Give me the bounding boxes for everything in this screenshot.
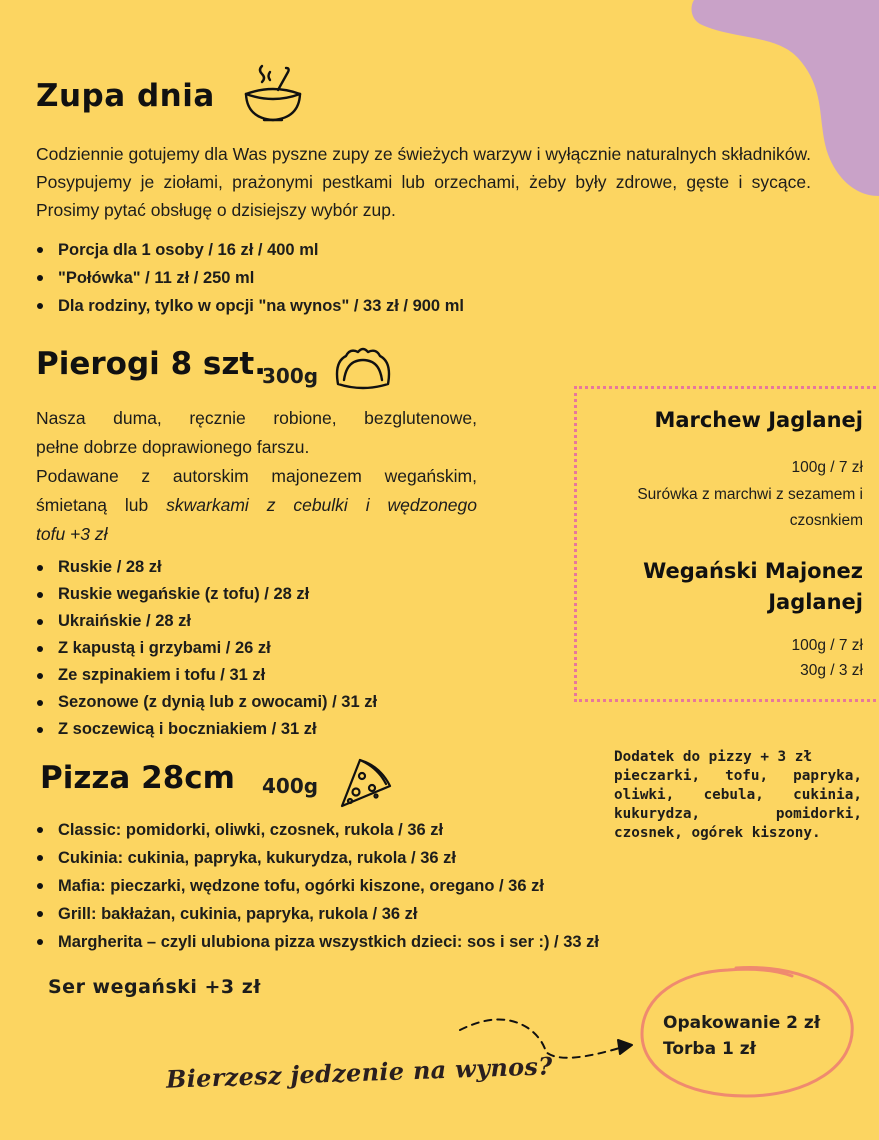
pierogi-desc-line (36, 520, 477, 549)
addon-line: kukurydza, pomidorki, (614, 806, 862, 822)
list-item: "Połówka" / 11 zł / 250 ml (36, 264, 464, 292)
addon-line: czosnek, ogórek kiszony. (614, 825, 821, 841)
soup-bowl-icon (240, 60, 306, 126)
vegan-cheese-addon: Ser wegański +3 zł (48, 976, 261, 998)
pierogi-title: Pierogi 8 szt. (36, 346, 267, 382)
list-item: Z soczewicą i boczniakiem / 31 zł (36, 716, 377, 743)
list-item: Dla rodziny, tylko w opcji "na wynos" / 33 zł / 900 ml (36, 292, 464, 320)
bag-price: Torba 1 zł (663, 1039, 756, 1059)
mayo-price: 100g / 7 zł (791, 637, 863, 654)
pizza-weight: 400g (262, 774, 319, 798)
addon-line: pieczarki, tofu, papryka, (614, 768, 862, 784)
pizza-title: Pizza 28cm (40, 760, 235, 796)
takeaway-prices (663, 1010, 820, 1062)
mayo-title: Wegański Majonez (643, 559, 863, 583)
carrot-title: Marchew Jaglanej (654, 408, 863, 432)
list-item: Mafia: pieczarki, wędzone tofu, ogórki kiszone, oregano / 36 zł (36, 872, 599, 900)
pierogi-desc-italic: tofu +3 zł (36, 524, 108, 544)
soup-title: Zupa dnia (36, 78, 215, 114)
list-item: Sezonowe (z dynią lub z owocami) / 31 zł (36, 689, 377, 716)
list-item: Grill: bakłażan, cukinia, papryka, rukola / 36 zł (36, 900, 599, 928)
pierogi-weight: 300g (262, 364, 319, 388)
pierogi-desc-line (36, 491, 477, 520)
soup-description: Codziennie gotujemy dla Was pyszne zupy ze świeżych warzyw i wyłącznie naturalnych składników. Posypujemy je ziołami, prażonymi pestkami lub orzechami, żeby były zdrowe, gęste i sycące. Prosimy pytać obsługę o dzisiejszy wybór zup. (36, 144, 811, 220)
takeaway-question: Bierzesz jedzenie na wynos? (165, 1051, 554, 1094)
dumpling-icon (332, 344, 394, 392)
list-item: Margherita – czyli ulubiona pizza wszystkich dzieci: sos i ser :) / 33 zł (36, 928, 599, 956)
list-item: Z kapustą i grzybami / 26 zł (36, 635, 377, 662)
pizza-addon-info (614, 748, 862, 843)
pierogi-description (36, 404, 477, 549)
mayo-price: 30g / 3 zł (800, 662, 863, 679)
pierogi-desc-line: Podawane z autorskim majonezem wegańskim, (36, 466, 477, 486)
pierogi-desc-plain: śmietaną lub (36, 495, 167, 515)
addon-line: Dodatek do pizzy + 3 zł (614, 749, 812, 765)
mayo-title: Jaglanej (768, 590, 863, 614)
list-item: Ukraińskie / 28 zł (36, 608, 377, 635)
list-item: Ruskie wegańskie (z tofu) / 28 zł (36, 581, 377, 608)
pierogi-desc-italic: skwarkami z cebulki i wędzonego (166, 495, 477, 515)
dashed-arrow-icon (450, 1010, 650, 1070)
soup-options-list (36, 236, 464, 320)
pizza-slice-icon (338, 756, 394, 810)
carrot-description: Surówka z marchwi z sezamem i (637, 486, 863, 503)
pierogi-desc-line: Nasza duma, ręcznie robione, bezglutenowe, (36, 408, 477, 428)
list-item: Ruskie / 28 zł (36, 554, 377, 581)
carrot-description: czosnkiem (789, 512, 863, 529)
list-item: Cukinia: cukinia, papryka, kukurydza, rukola / 36 zł (36, 844, 599, 872)
pierogi-options-list (36, 554, 377, 743)
packaging-price: Opakowanie 2 zł (663, 1013, 821, 1033)
list-item: Ze szpinakiem i tofu / 31 zł (36, 662, 377, 689)
carrot-price: 100g / 7 zł (791, 459, 863, 476)
pierogi-desc-line: pełne dobrze doprawionego farszu. (36, 437, 310, 457)
addon-line: oliwki, cebula, cukinia, (614, 787, 862, 803)
pizza-options-list (36, 816, 599, 956)
list-item: Porcja dla 1 osoby / 16 zł / 400 ml (36, 236, 464, 264)
list-item: Classic: pomidorki, oliwki, czosnek, rukola / 36 zł (36, 816, 599, 844)
